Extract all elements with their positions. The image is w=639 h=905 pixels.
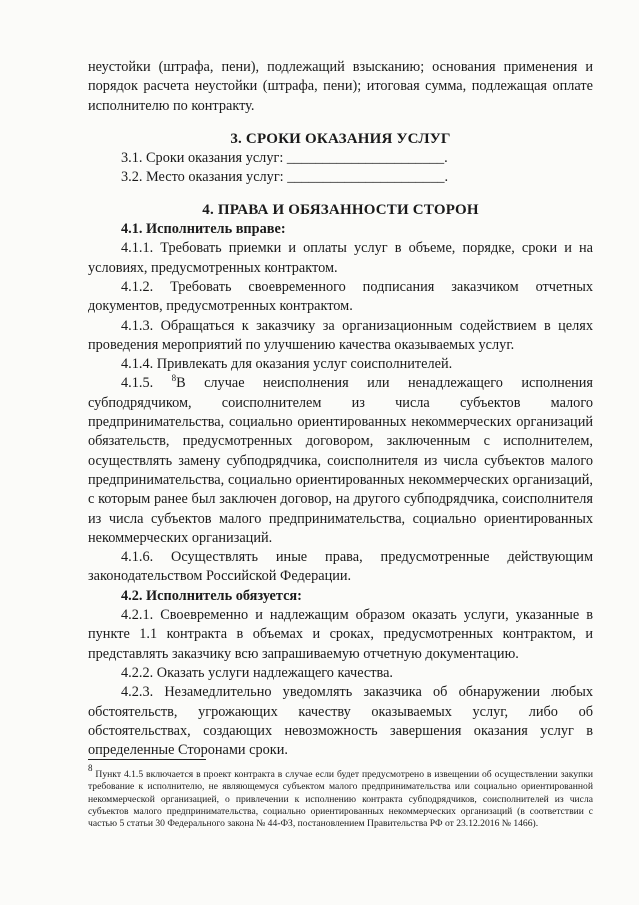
- footnote: [88, 763, 593, 830]
- clause-4-1-3: 4.1.3. Обращаться к заказчику за организационным содействием в целях проведения мероприятий по улучшению качества оказываемых услуг.: [88, 317, 593, 353]
- clause-4-1-2: 4.1.2. Требовать своевременного подписания заказчиком отчетных документов, предусмотренных контрактом.: [88, 278, 593, 315]
- intro-paragraph: неустойки (штрафа, пени), подлежащий взысканию; основания применения и порядок расчета неустойки (штрафа, пени); итоговая сумма, подлежащая оплате исполнителю по контракту.: [88, 59, 593, 114]
- clause-4-1-5: [88, 374, 593, 548]
- clause-4-1-1: 4.1.1. Требовать приемки и оплаты услуг в объеме, порядке, сроки и на условиях, предусмотренных контрактом.: [88, 240, 593, 276]
- clause-4-2-1: 4.2.1. Своевременно и надлежащим образом оказать услуги, указанные в пункте 1.1 контракта в объемах и сроках, предусмотренных контрактом, и представлять заказчику всю запрашиваемую отчетную документацию.: [88, 607, 593, 662]
- clause-4-1-5-number: 4.1.5.: [121, 375, 154, 392]
- footnote-number: 8: [88, 763, 93, 773]
- footnote-text: Пункт 4.1.5 включается в проект контракта в случае если будет предусмотрено в извещении об осуществлении закупки требование к исполнителю, не являющемуся субъектом малого предпринимательства или социально ориентированной некоммерческой организацией, о привлечении к исполнению контракта субподрядчиков, соисполнителей из числа субъектов малого предпринимательства, социально ориентированных некоммерческих организаций (в соответствии с частью 5 статьи 30 Федерального закона № 44-ФЗ, постановлением Правительства РФ от 23.12.2016 № 1466).: [88, 769, 593, 830]
- clause-4-2-2: 4.2.2. Оказать услуги надлежащего качества.: [121, 664, 394, 681]
- clause-4-2-3: 4.2.3. Незамедлительно уведомлять заказчика об обнаружении любых обстоятельств, угрожающих качеству оказываемых услуг, либо об обстоятельствах, создающих невозможность завершения оказания услуг в определенные Сторонами сроки.: [88, 684, 593, 759]
- section-3-heading: 3. СРОКИ ОКАЗАНИЯ УСЛУГ: [230, 130, 451, 147]
- subsection-4-2-heading: 4.2. Исполнитель обязуется:: [121, 587, 302, 604]
- subsection-4-1-heading: 4.1. Исполнитель вправе:: [121, 221, 286, 238]
- document-body: [88, 58, 593, 760]
- clause-4-1-4: 4.1.4. Привлекать для оказания услуг соисполнителей.: [121, 356, 453, 373]
- clause-4-1-5-text: В случае неисполнения или ненадлежащего исполнения субподрядчиком, соисполнителем из числа субъектов малого предпринимательства, социально ориентированных некоммерческих организаций обязательств, предусмотренных договором, заключенным с исполнителем, осуществлять замену субподрядчика, соисполнителя из числа субъектов малого предпринимательства, социально ориентированных некоммерческих организаций, с которым ранее был заключен договор, на другого субподрядчика, соисполнителя из числа субъектов малого предпринимательства, социально ориентированных некоммерческих организаций.: [88, 375, 593, 546]
- section-4-heading: 4. ПРАВА И ОБЯЗАННОСТИ СТОРОН: [202, 201, 479, 218]
- clause-4-1-6: 4.1.6. Осуществлять иные права, предусмотренные действующим законодательством Российской Федерации.: [88, 549, 593, 585]
- footnote-divider: [88, 759, 206, 760]
- footnote-reference[interactable]: 8: [171, 373, 177, 384]
- service-terms-field: 3.1. Сроки оказания услуг: ______________________.: [121, 150, 448, 167]
- service-place-field: 3.2. Место оказания услуг: ______________________.: [121, 169, 449, 186]
